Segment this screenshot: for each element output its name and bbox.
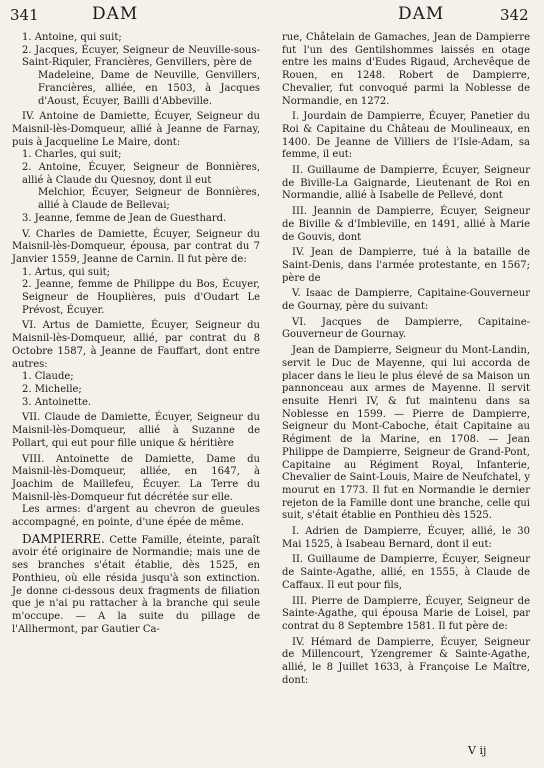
paragraph: III. Pierre de Dampierre, Écuyer, Seigneur de Sainte-Agathe, qui épousa Marie de Loisel, par contrat du 8 Septembre 1581. Il fut père de: [282,595,530,632]
entry-headword: DAMPIERRE. [22,531,105,546]
running-title-right: DAM [398,4,445,24]
signature-mark: V ij [468,744,487,757]
paragraph: IV. Jean de Dampierre, tué à la bataille de Saint-Denis, dans l'armée protestante, en 1567; père de [282,247,530,284]
paragraph: IV. Hémard de Dampierre, Écuyer, Seigneur de Millencourt, Yzengremer & Sainte-Agathe, allié, le 8 Juillet 1633, à Françoise Le Maître, dont: [282,636,530,686]
paragraph: 2. Michelle; [22,383,82,395]
paragraph-text: Cette Famille, éteinte, paraît avoir été originaire de Normandie; mais une de ses branches s'était établie, dès 1525, en Ponthieu, où elle résida jusqu'à son extinction. Je donne ci-dessous deux fragments de filiation que je n'ai pu rattacher à la branche qui seule m'occupe. — A la suite du pillage de l'Allhermont, par Gautier Ca- [12,534,260,635]
paragraph: rue, Châtelain de Gamaches, Jean de Dampierre fut l'un des Gentilshommes laissés en otage entre les mains d'Eudes Rigaud, Archevêque de Rouen, en 1248. Robert de Dampierre, Chevalier, fut convoqué parmi la Noblesse de Normandie, en 1272. [282,32,530,107]
paragraph: II. Guillaume de Dampierre, Écuyer, Seigneur de Biville-La Gaignarde, Lieutenant de Roi en Normandie, allié à Isabelle de Pellevé, dont [282,165,530,202]
left-column [12,32,260,636]
paragraph: V. Isaac de Dampierre, Capitaine-Gouverneur de Gournay, père du suivant: [282,288,530,313]
paragraph: 2. Antoine, Écuyer, Seigneur de Bonnières, allié à Claude du Quesnoy, dont il eut [22,162,260,186]
paragraph: 2. Jeanne, femme de Philippe du Bos, Écuyer, Seigneur de Houplières, puis d'Oudart Le Prévost, Écuyer. [22,279,260,316]
running-title-left: DAM [92,4,139,24]
paragraph: Madeleine, Dame de Neuville, Genvillers, Francières, alliée, en 1503, à Jacques d'Aoust, Écuyer, Bailli d'Abbeville. [38,70,260,107]
paragraph: VI. Artus de Damiette, Écuyer, Seigneur du Maisnil-lès-Domqueur, allié, par contrat du 8 Octobre 1587, à Jeanne de Fauffart, dont entre autres: [12,320,260,370]
paragraph: III. Jeannin de Dampierre, Écuyer, Seigneur de Biville & d'Imbleville, en 1491, allié à Marie de Gouvis, dont [282,206,530,243]
paragraph: VIII. Antoinette de Damiette, Dame du Maisnil-lès-Domqueur, alliée, en 1647, à Joachim de Maillefeu, Écuyer. La Terre du Maisnil-lès-Domqueur fut décrétée sur elle. [12,453,260,503]
paragraph: 1. Charles, qui suit; [22,149,122,161]
paragraph: I. Adrien de Dampierre, Écuyer, allié, le 30 Mai 1525, à Isabeau Bernard, dont il eut: [282,526,530,550]
paragraph: 1. Claude; [22,371,74,383]
paragraph: V. Charles de Damiette, Écuyer, Seigneur du Maisnil-lès-Domqueur, épousa, par contrat du 7 Janvier 1559, Jeanne de Carnin. Il fut père de: [12,228,260,265]
paragraph [12,533,260,637]
page-number-left: 341 [10,6,39,24]
page-number-right: 342 [500,6,529,24]
paragraph: Melchior, Écuyer, Seigneur de Bonnières, allié à Claude de Bellevai; [38,187,260,212]
right-column [282,32,530,687]
paragraph: 1. Artus, qui suit; [22,266,111,278]
paragraph: 3. Jeanne, femme de Jean de Guesthard. [22,212,227,224]
paragraph: VI. Jacques de Dampierre, Capitaine-Gouverneur de Gournay. [282,316,530,341]
paragraph: Jean de Dampierre, Seigneur du Mont-Landin, servit le Duc de Mayenne, qui lui accorda de placer dans le lieu le plus élevé de sa Maison un pannonceau aux armes de Mayenne. Il servit ensuite Henri IV, & fut maintenu dans sa Noblesse en 1599. — Pierre de Dampierre, Seigneur du Mont-Caboche, était Capitaine au Régiment de la Marine, en 1708. — Jean Philippe de Dampierre, Seigneur de Grand-Pont, Capitaine au Régiment Royal, Infanterie, Chevalier de Saint-Louis, Maire de Neufchatel, y mourut en 1773. Il fut en Normandie le dernier rejeton de la Famille dont une branche, celle qui suit, s'était établie en Ponthieu dès 1525. [282,345,530,522]
paragraph: 3. Antoinette. [22,396,92,408]
paragraph: I. Jourdain de Dampierre, Écuyer, Panetier du Roi & Capitaine du Château de Moulineaux, en 1400. De Jeanne de Villiers de l'Isle-Adam, sa femme, il eut: [282,111,530,161]
paragraph: 2. Jacques, Écuyer, Seigneur de Neuville-sous-Saint-Riquier, Francières, Genvillers, père de [22,44,260,69]
paragraph: Les armes: d'argent au chevron de gueules accompagné, en pointe, d'une épée de même. [12,504,260,529]
paragraph: 1. Antoine, qui suit; [22,32,122,43]
paragraph: VII. Claude de Damiette, Écuyer, Seigneur du Maisnil-lès-Domqueur, allié à Suzanne de Pollart, qui eut pour fille unique & héritière [12,412,260,449]
paragraph: II. Guillaume de Dampierre, Écuyer, Seigneur de Sainte-Agathe, allié, en 1555, à Claude de Caffaux. Il eut pour fils, [282,554,530,591]
paragraph: IV. Antoine de Damiette, Écuyer, Seigneur du Maisnil-lès-Domqueur, allié à Jeanne de Farnay, puis à Jacqueline Le Maire, dont: [12,111,260,148]
